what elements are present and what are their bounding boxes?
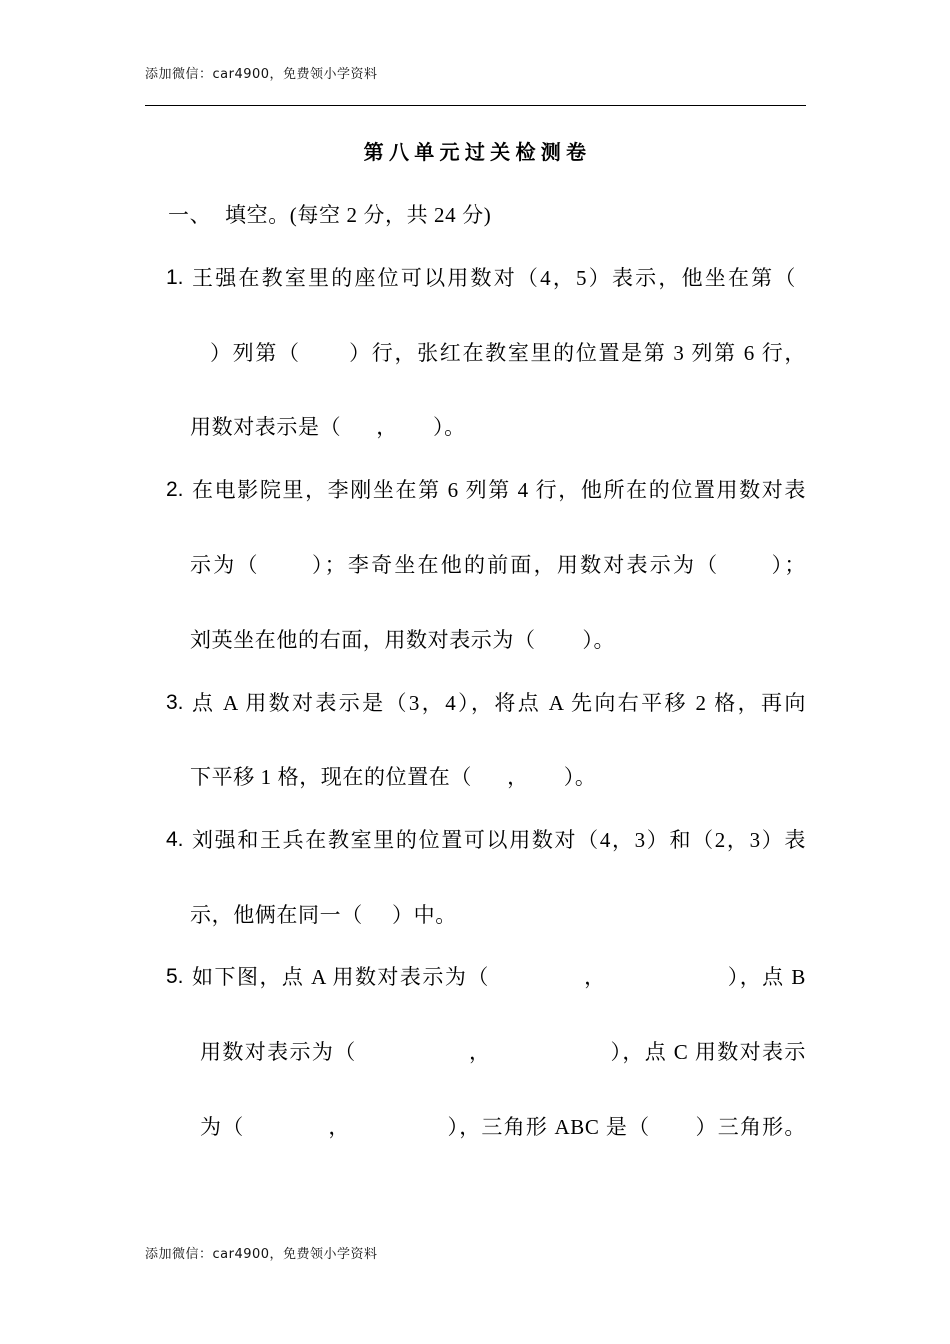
question-4-line-2: 示，他俩在同一（ ）中。 (190, 903, 457, 927)
question-1-number: 1. (166, 266, 184, 289)
header-rule (145, 105, 806, 106)
question-2-number: 2. (166, 478, 184, 501)
page-title: 第八单元过关检测卷 (363, 140, 592, 164)
header-note: 添加微信：car4900，免费领小学资料 (145, 67, 378, 82)
question-4-line-1: 刘强和王兵在教室里的位置可以用数对（4，3）和（2，3）表 (192, 828, 806, 852)
question-2-line-1: 在电影院里，李刚坐在第 6 列第 4 行，他所在的位置用数对表 (192, 478, 806, 502)
footer-note: 添加微信：car4900，免费领小学资料 (145, 1247, 378, 1262)
question-4-number: 4. (166, 828, 184, 851)
question-2-line-2: 示为（ ）；李奇坐在他的前面，用数对表示为（ ）； (190, 553, 806, 577)
question-5-line-2: 用数对表示为（ ， ），点 C 用数对表示 (200, 1040, 806, 1064)
question-3-number: 3. (166, 691, 184, 714)
section-number: 一、 (168, 203, 212, 227)
question-5-line-3: 为（ ， ），三角形 ABC 是（ ）三角形。 (200, 1115, 806, 1139)
question-1-line-1: 王强在教室里的座位可以用数对（4，5）表示，他坐在第（ (192, 266, 796, 290)
section-heading: 填空。(每空 2 分，共 24 分) (225, 203, 492, 227)
question-5-line-1: 如下图，点 A 用数对表示为（ ， ），点 B (192, 965, 806, 989)
question-3-line-2: 下平移 1 格，现在的位置在（ ， ）。 (190, 765, 597, 789)
question-1-line-2: ）列第（ ）行，张红在教室里的位置是第 3 列第 6 行， (210, 341, 806, 365)
question-1-line-3: 用数对表示是（ ， ）。 (190, 415, 466, 439)
question-3-line-1: 点 A 用数对表示是（3，4），将点 A 先向右平移 2 格，再向 (192, 691, 806, 715)
question-5-number: 5. (166, 965, 184, 988)
question-2-line-3: 刘英坐在他的右面，用数对表示为（ ）。 (190, 628, 616, 652)
